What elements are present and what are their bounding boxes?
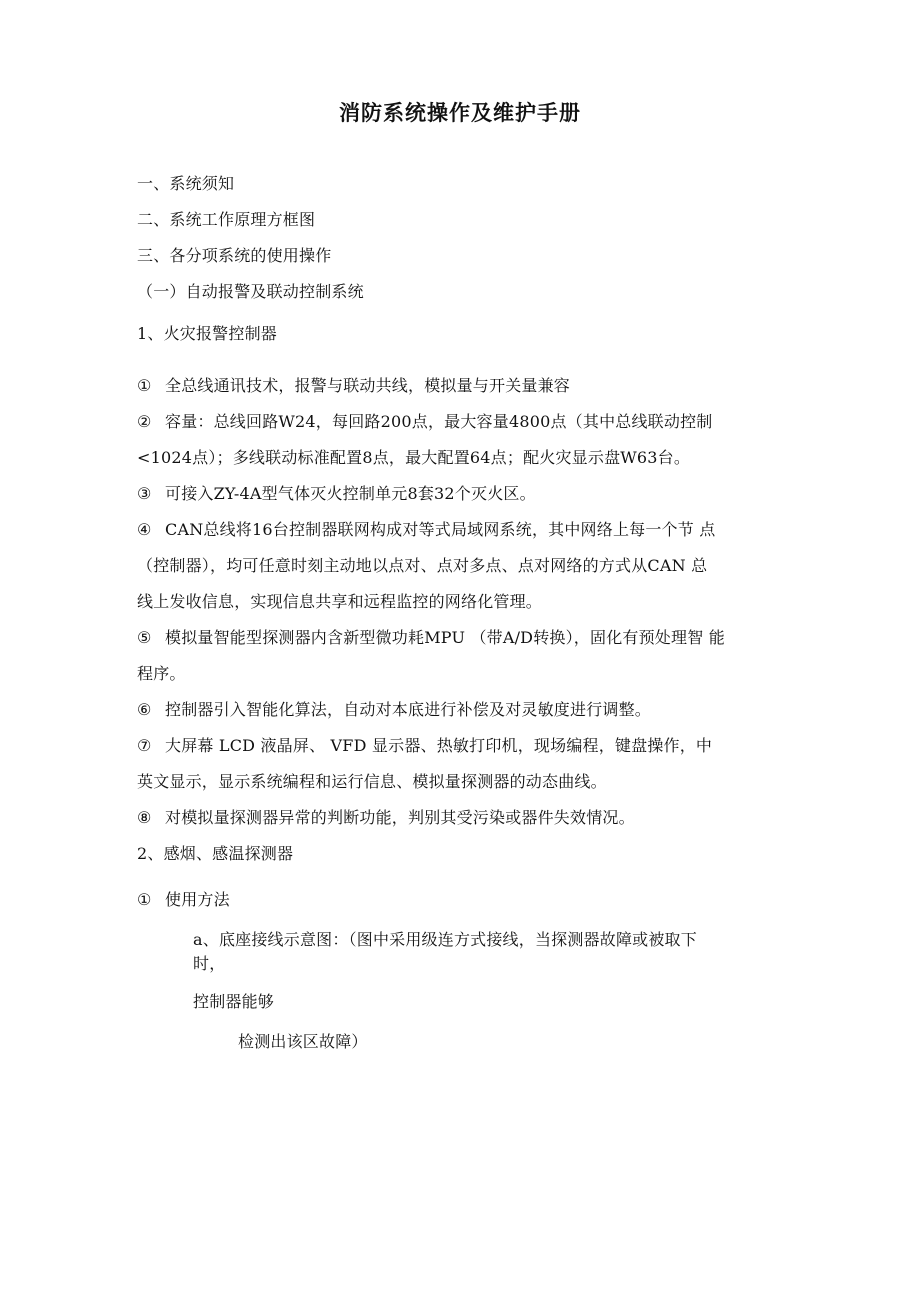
- item-6: [137, 698, 651, 722]
- item-5-line-1: 模拟量智能型探测器内含新型微功耗MPU （带A/D转换），固化有预处理智 能: [165, 628, 725, 647]
- toc-item-3: 三、各分项系统的使用操作: [137, 246, 332, 265]
- sub-a-line-2: 时，: [193, 954, 226, 973]
- item-4-line-1: CAN总线将16台控制器联网构成对等式局域网系统，其中网络上每一个节 点: [165, 520, 716, 539]
- item-1-line-1: 全总线通讯技术，报警与联动共线，模拟量与开关量兼容: [165, 376, 571, 395]
- toc-item-1: 一、系统须知: [137, 174, 235, 193]
- item-7-line-2: 英文显示，显示系统编程和运行信息、模拟量探测器的动态曲线。: [137, 772, 607, 791]
- item-2-line-2: <1024点）；多线联动标准配置8点，最大配置64点；配火灾显示盘W63台。: [137, 448, 691, 467]
- item-4-marker: ④: [137, 520, 152, 539]
- item-5-marker: ⑤: [137, 628, 152, 647]
- sub-a-end: 检测出该区故障）: [238, 1032, 368, 1051]
- item-6-marker: ⑥: [137, 700, 152, 719]
- item-7-line-1: 大屏幕 LCD 液晶屏、 VFD 显示器、热敏打印机，现场编程，键盘操作，中: [165, 736, 713, 755]
- usage-marker: ①: [137, 890, 152, 909]
- item-4-line-3: 线上发收信息，实现信息共享和远程监控的网络化管理。: [137, 592, 543, 611]
- item-3-line-1: 可接入ZY-4A型气体灭火控制单元8套32个灭火区。: [165, 484, 536, 503]
- item-3-marker: ③: [137, 484, 152, 503]
- item-2-marker: ②: [137, 412, 152, 431]
- item-8: [137, 806, 635, 830]
- item-4: [137, 518, 715, 542]
- toc-item-2: 二、系统工作原理方框图: [137, 210, 316, 229]
- page-title: 消防系统操作及维护手册: [339, 100, 581, 125]
- item-8-marker: ⑧: [137, 808, 152, 827]
- item-2: [137, 410, 712, 434]
- usage-item: [137, 888, 230, 912]
- item-1-marker: ①: [137, 376, 152, 395]
- item-6-line-1: 控制器引入智能化算法，自动对本底进行补偿及对灵敏度进行调整。: [165, 700, 652, 719]
- item-7-marker: ⑦: [137, 736, 152, 755]
- item-8-line-1: 对模拟量探测器异常的判断功能，判别其受污染或器件失效情况。: [165, 808, 635, 827]
- usage-text: 使用方法: [165, 890, 230, 909]
- item-7: [137, 734, 712, 758]
- section-heading-1: 1、火灾报警控制器: [137, 324, 277, 343]
- item-3: [137, 482, 536, 506]
- section-heading-2: 2、感烟、感温探测器: [137, 844, 294, 863]
- item-5: [137, 626, 725, 650]
- sub-a-line-1: a、底座接线示意图：（图中采用级连方式接线，当探测器故障或被取下: [193, 930, 697, 949]
- item-4-line-2: （控制器），均可任意时刻主动地以点对、点对多点、点对网络的方式从CAN 总: [137, 556, 708, 575]
- item-1: [137, 374, 570, 398]
- item-5-line-2: 程序。: [137, 664, 186, 683]
- item-2-line-1: 容量：总线回路W24，每回路200点，最大容量4800点（其中总线联动控制: [165, 412, 713, 431]
- sub-a-continuation: 控制器能够: [193, 992, 275, 1011]
- toc-item-4: （一）自动报警及联动控制系统: [137, 282, 364, 301]
